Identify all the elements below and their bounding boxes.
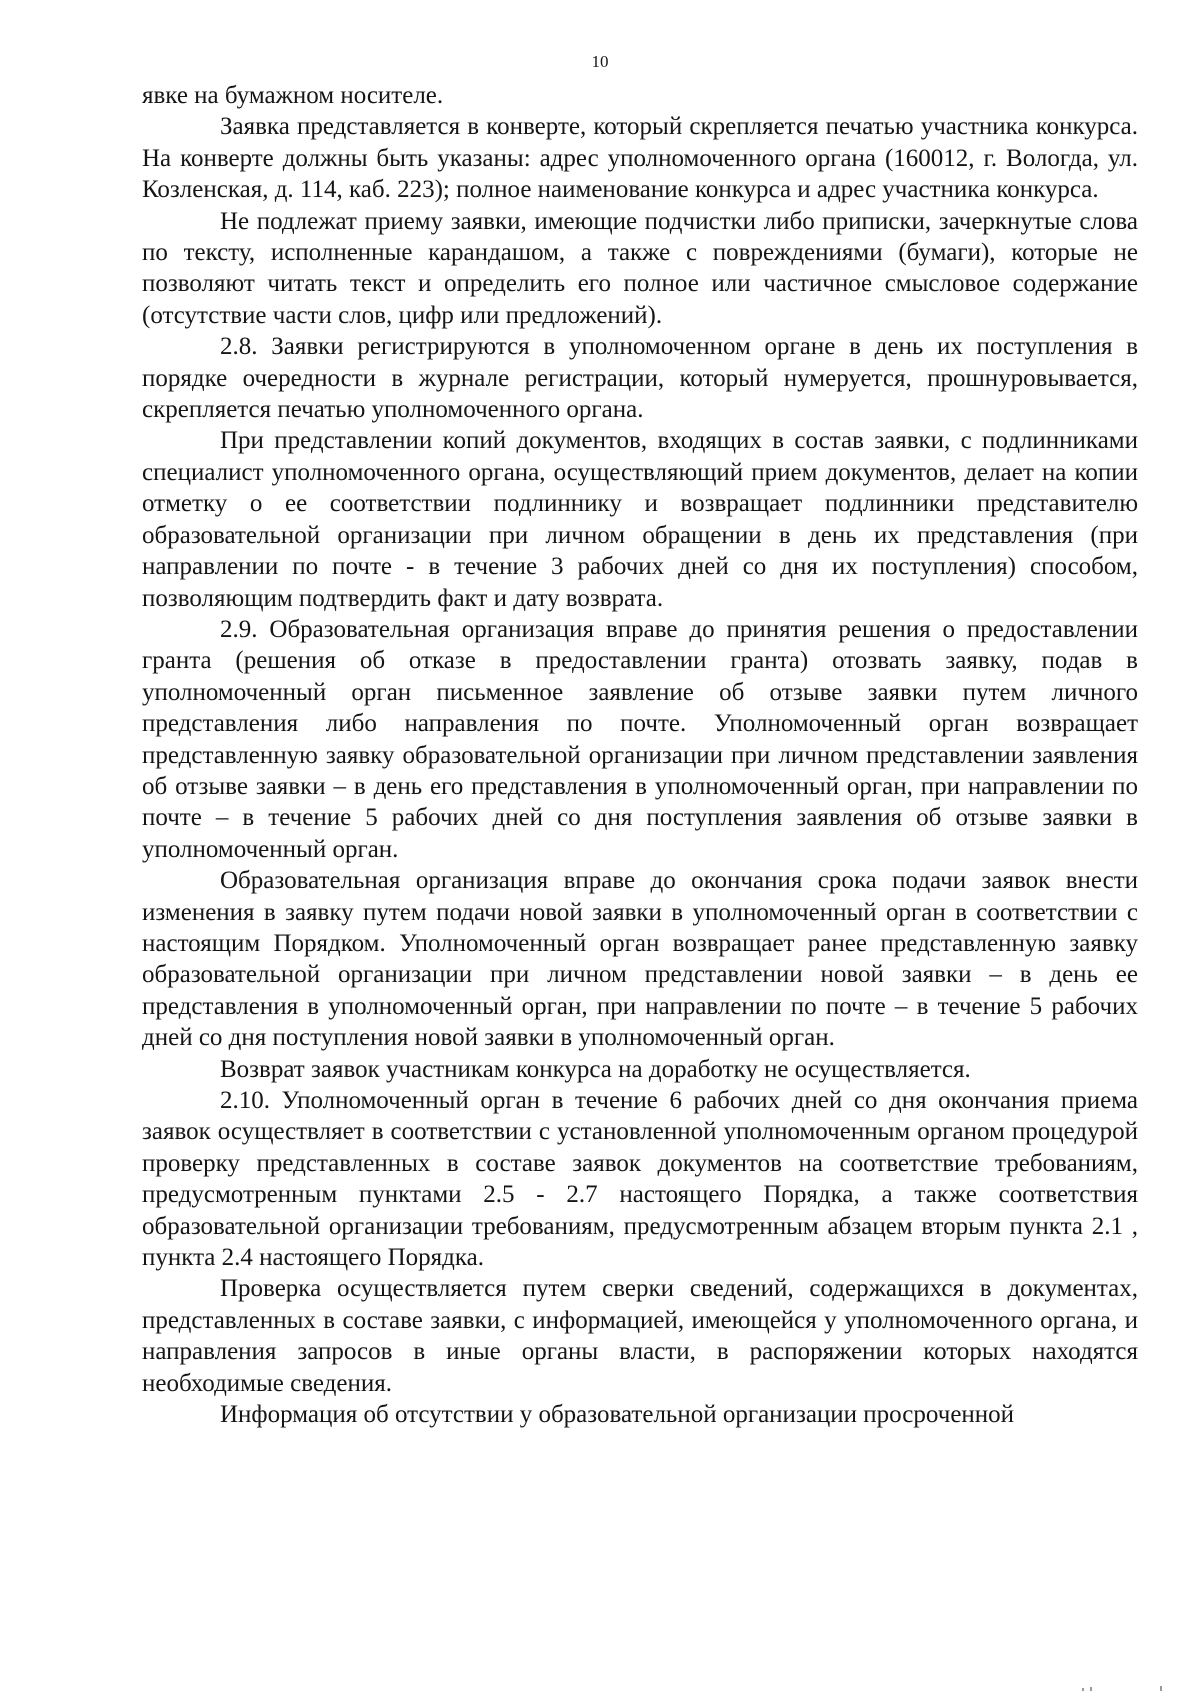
paragraph-clause-2-10: 2.10. Уполномоченный орган в течение 6 рабочих дней со дня окончания приема заявок осуществляет в соответствии с установленной уполномоченным органом процедурой проверку представленных в составе заявок документов на соответствие требованиям, предусмотренным пунктами 2.5 - 2.7 настоящего Порядка, а также соответствия образовательной организации требованиям, предусмотренным абзацем вторым пункта 2.1 , пункта 2.4 настоящего Порядка. xyxy=(142,1087,1138,1272)
paragraph-clause-2-8: 2.8. Заявки регистрируются в уполномоченном органе в день их поступления в порядке очередности в журнале регистрации, который нумеруется, прошнуровывается, скрепляется печатью уполномоченного органа. xyxy=(142,333,1138,424)
paragraph-information-cutoff: Информация об отсутствии у образовательной организации просроченной xyxy=(220,1401,1015,1429)
document-body xyxy=(142,80,1138,1430)
paragraph-application-changes: Образовательная организация вправе до окончания срока подачи заявок внести изменения в заявку путем подачи новой заявки в уполномоченный орган в соответствии с настоящим Порядком. Уполномоченный орган возвращает ранее представленную заявку образовательной организации при личном представлении новой заявки – в день ее представления в уполномоченный орган, при направлении по почте – в течение 5 рабочих дней со дня поступления новой заявки в уполномоченный орган. xyxy=(142,867,1138,1052)
paragraph-verification: Проверка осуществляется путем сверки сведений, содержащихся в документах, представленных в составе заявки, с информацией, имеющейся у уполномоченного органа, и направления запросов в иные органы власти, в распоряжении которых находятся необходимые сведения. xyxy=(142,1275,1138,1397)
scan-artifact xyxy=(1090,1687,1092,1691)
paragraph-envelope-requirements: Заявка представляется в конверте, который скрепляется печатью участника конкурса. На конверте должны быть указаны: адрес уполномоченного органа (160012, г. Вологда, ул. Козленская, д. 114, каб. 223); полное наименование конкурса и адрес участника конкурса. xyxy=(142,113,1138,204)
paragraph-no-return: Возврат заявок участникам конкурса на доработку не осуществляется. xyxy=(220,1055,971,1083)
scan-artifact xyxy=(1160,1686,1162,1691)
paragraph-document-copies: При представлении копий документов, входящих в состав заявки, с подлинниками специалист уполномоченного органа, осуществляющий прием документов, делает на копии отметку о ее соответствии подлиннику и возвращает подлинники представителю образовательной организации при личном обращении в день их представления (при направлении по почте - в течение 3 рабочих дней со дня их поступления) способом, позволяющим подтвердить факт и дату возврата. xyxy=(142,427,1138,612)
scan-artifact xyxy=(1082,1688,1084,1691)
paragraph-clause-2-9: 2.9. Образовательная организация вправе до принятия решения о предоставлении гранта (решения об отказе в предоставлении гранта) отозвать заявку, подав в уполномоченный орган письменное заявление об отзыве заявки путем личного представления либо направления по почте. Уполномоченный орган возвращает представленную заявку образовательной организации при личном представлении заявления об отзыве заявки – в день его представления в уполномоченный орган, при направлении по почте – в течение 5 рабочих дней со дня поступления заявления об отзыве заявки в уполномоченный орган. xyxy=(142,615,1138,863)
paragraph-rejected-applications: Не подлежат приему заявки, имеющие подчистки либо приписки, зачеркнутые слова по тексту, исполненные карандашом, а также с повреждениями (бумаги), которые не позволяют читать текст и определить его полное или частичное смысловое содержание (отсутствие части слов, цифр или предложений). xyxy=(142,207,1138,329)
paragraph-continuation: явке на бумажном носителе. xyxy=(142,82,444,109)
page-number: 10 xyxy=(591,52,609,71)
